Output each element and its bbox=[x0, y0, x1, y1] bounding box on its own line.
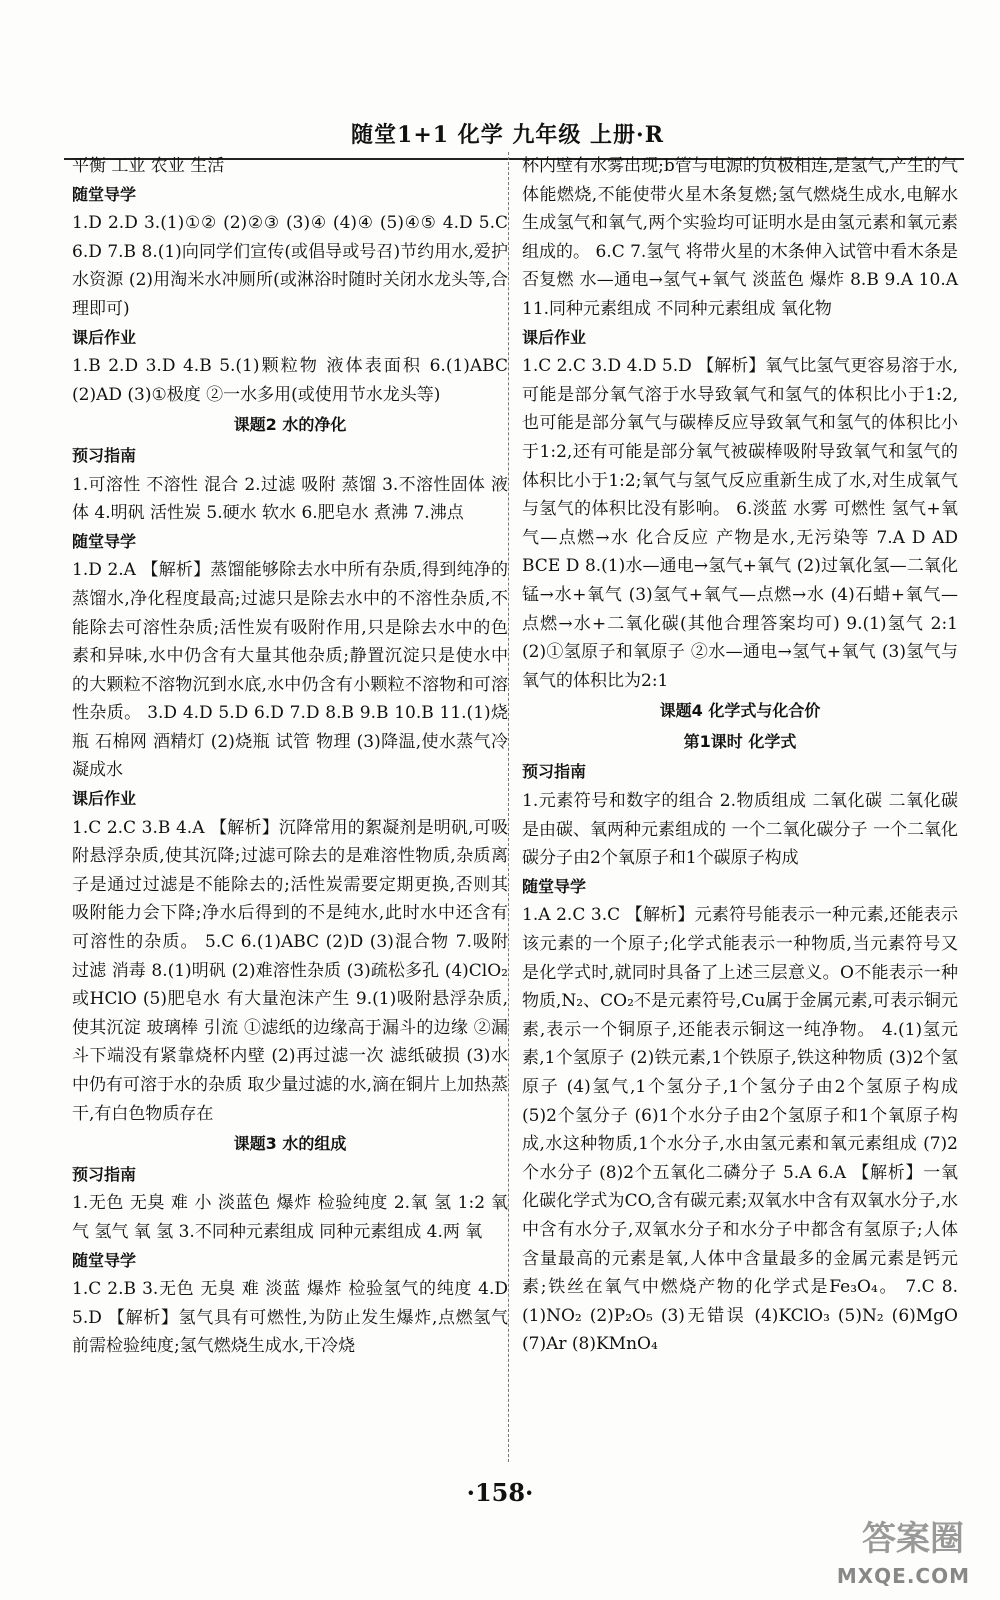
answer-text: 1.D 2.D 3.(1)①② (2)②③ (3)④ (4)④ (5)④⑤ 4.D 5.C 6.D 7.B 8.(1)向同学们宣传(或倡导或号召)节约用水,爱护水资源 (2)用淘米水冲厕所(或淋浴时随时关闭水龙头等,合理即可) bbox=[72, 213, 508, 319]
right-column bbox=[522, 152, 958, 1359]
left-column bbox=[72, 152, 508, 1361]
section-heading: 随堂导学 bbox=[72, 1250, 137, 1270]
answer-text: 1.A 2.C 3.C 【解析】元素符号能表示一种元素,还能表示该元素的一个原子;化学式能表示一种物质,当元素符号又是化学式时,就同时具备了上述三层意义。O不能表示一种物质,N₂、CO₂不是元素符号,Cu属于金属元素,可表示铜元素,表示一个铜原子,还能表示铜这一纯净物。 4.(1)氢元素,1个氢原子 (2)铁元素,1个铁原子,铁这种物质 (3)2个氢原子 (4)氢气,1个氢分子,1个氢分子由2个氢原子构成 (5)2个氢分子 (6)1个水分子由2个氢原子和1个氧原子构成,水这种物质,1个水分子,水由氢元素和氧元素组成 (7)2个水分子 (8)2个五氧化二磷分子 5.A 6.A 【解析】一氧化碳化学式为CO,含有碳元素;双氧水中含有双氧水分子,水中含有水分子,双氧水分子和水分子中都含有氢原子;人体含量最高的元素是氧,人体中含量最多的金属元素是钙元素;铁丝在氧气中燃烧产物的化学式是Fe₃O₄。 7.C 8.(1)NO₂ (2)P₂O₅ (3)无错误 (4)KClO₃ (5)N₂ (6)MgO (7)Ar (8)KMnO₄ bbox=[522, 905, 958, 1355]
answer-text: 1.B 2.D 3.D 4.B 5.(1)颗粒物 液体表面积 6.(1)ABC (2)AD (3)①极度 ②一水多用(或使用节水龙头等) bbox=[72, 356, 508, 405]
book-title: 随堂1+1 化学 九年级 上册·R bbox=[351, 122, 664, 148]
answer-text: 1.C 2.C 3.B 4.A 【解析】沉降常用的絮凝剂是明矾,可吸附悬浮杂质,使其沉降;过滤可除去的是难溶性物质,杂质离子是通过过滤是不能除去的;活性炭需要定期更换,否则其吸附能力会下降;净水后得到的不是纯水,此时水中还含有可溶性的杂质。 5.C 6.(1)ABC (2)D (3)混合物 7.吸附 过滤 消毒 8.(1)明矾 (2)难溶性杂质 (3)疏松多孔 (4)ClO₂或HClO (5)肥皂水 有大量泡沫产生 9.(1)吸附悬浮杂质,使其沉淀 玻璃棒 引流 ①滤纸的边缘高于漏斗的边缘 ②漏斗下端没有紧靠烧杯内壁 (2)再过滤一次 滤纸破损 (3)水中仍有可溶于水的杂质 取少量过滤的水,滴在铜片上加热蒸干,有白色物质存在 bbox=[72, 817, 508, 1124]
section-heading: 随堂导学 bbox=[72, 184, 137, 204]
section-heading: 课后作业 bbox=[72, 327, 137, 347]
lesson-title: 课题4 化学式与化合价 bbox=[659, 701, 821, 721]
section-heading: 随堂导学 bbox=[72, 531, 137, 551]
lesson-title: 课题3 水的组成 bbox=[233, 1134, 347, 1154]
answer-text: 1.元素符号和数字的组合 2.物质组成 二氧化碳 二氧化碳是由碳、氧两种元素组成的 一个二氧化碳分子 一个二氧化碳分子由2个氧原子和1个碳原子构成 bbox=[522, 791, 958, 869]
section-heading: 预习指南 bbox=[522, 762, 587, 782]
section-heading: 课后作业 bbox=[72, 789, 137, 809]
lesson-title: 第1课时 化学式 bbox=[683, 731, 797, 751]
answer-text: 1.可溶性 不溶性 混合 2.过滤 吸附 蒸馏 3.不溶性固体 液体 4.明矾 活性炭 5.硬水 软水 6.肥皂水 煮沸 7.沸点 bbox=[72, 474, 508, 524]
answer-text: 平衡 工业 农业 生活 bbox=[72, 156, 225, 176]
section-heading: 随堂导学 bbox=[522, 876, 587, 896]
section-heading: 预习指南 bbox=[72, 445, 137, 465]
column-divider bbox=[508, 152, 509, 1462]
watermark-logo: 答案圈 bbox=[862, 1519, 964, 1559]
answer-text: 1.C 2.B 3.无色 无臭 难 淡蓝 爆炸 检验氢气的纯度 4.D 5.D 【解析】氢气具有可燃性,为防止发生爆炸,点燃氢气前需检验纯度;氢气燃烧生成水,干冷烧 bbox=[72, 1279, 508, 1357]
section-heading: 预习指南 bbox=[72, 1164, 137, 1184]
answer-text: 杯内壁有水雾出现;b管与电源的负极相连,是氢气,产生的气体能燃烧,不能使带火星木条复燃;氢气燃烧生成水,电解水生成氢气和氧气,两个实验均可证明水是由氢元素和氧元素组成的。 6.C 7.氢气 将带火星的木条伸入试管中看木条是否复燃 水—通电→氢气+氧气 淡蓝色 爆炸 8.B 9.A 10.A 11.同种元素组成 不同种元素组成 氧化物 bbox=[522, 156, 958, 319]
lesson-title: 课题2 水的净化 bbox=[233, 415, 347, 435]
answer-text: 1.D 2.A 【解析】蒸馏能够除去水中所有杂质,得到纯净的蒸馏水,净化程度最高;过滤只是除去水中的不溶性杂质,不能除去可溶性杂质;活性炭有吸附作用,只是除去水中的色素和异味,水中仍含有大量其他杂质;静置沉淀只是使水中的大颗粒不溶物沉到水底,水中仍含有小颗粒不溶物和可溶性杂质。 3.D 4.D 5.D 6.D 7.D 8.B 9.B 10.B 11.(1)烧瓶 石棉网 酒精灯 (2)烧瓶 试管 物理 (3)降温,使水蒸气冷凝成水 bbox=[72, 560, 508, 781]
answer-text: 1.无色 无臭 难 小 淡蓝色 爆炸 检验纯度 2.氧 氢 1:2 氧气 氢气 氧 氢 3.不同种元素组成 同种元素组成 4.两 氧 bbox=[72, 1193, 508, 1242]
watermark-site: MXQE.COM bbox=[836, 1564, 970, 1588]
answer-text: 1.C 2.C 3.D 4.D 5.D 【解析】氧气比氢气更容易溶于水,可能是部分氧气溶于水导致氧气和氢气的体积比小于1:2,也可能是部分氧气与碳棒反应导致氧气和氢气的体积比小于1:2,还有可能是部分氧气被碳棒吸附导致氧气和氢气的体积比小于1:2;氧气与氢气反应重新生成了水,对生成氧气与氢气的体积比没有影响。 6.淡蓝 水雾 可燃性 氢气+氧气—点燃→水 化合反应 产物是水,无污染等 7.A D AD BCE D 8.(1)水—通电→氢气+氧气 (2)过氧化氢—二氧化锰→水+氧气 (3)氢气+氧气—点燃→水 (4)石蜡+氧气—点燃→水+二氧化碳(其他合理答案均可) 9.(1)氢气 2:1 (2)①氢原子和氧原子 ②水—通电→氢气+氧气 (3)氢气与氧气的体积比为2:1 bbox=[522, 356, 958, 691]
page-number: ·158· bbox=[466, 1478, 534, 1507]
section-heading: 课后作业 bbox=[522, 327, 587, 347]
